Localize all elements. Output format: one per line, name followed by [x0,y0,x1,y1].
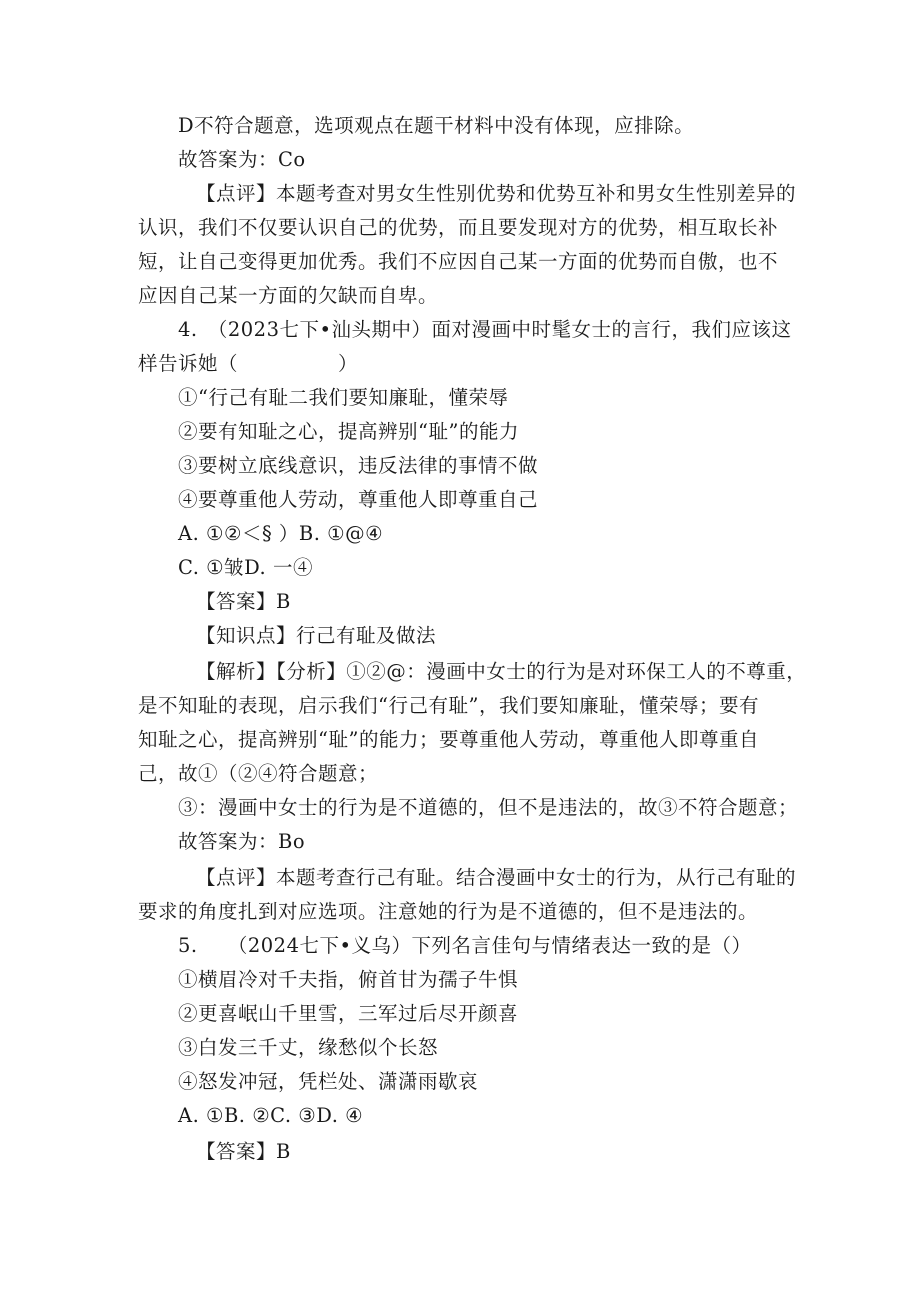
text-line: 知耻之心，提高辨别“耻”的能力；要尊重他人劳动，尊重他人即尊重自 [138,728,759,751]
choice-line: A. ①②＜§ ）B. ①@④ [178,522,384,545]
text-line: 要求的角度扎到对应选项。注意她的行为是不道德的，但不是违法的。 [138,900,759,923]
answer-line: 【答案】B [196,1140,291,1163]
text-line: 是不知耻的表现，启示我们“行己有耻”，我们要知廉耻，懂荣辱；要有 [138,694,759,717]
analysis-line: 【解析】【分析】①②@：漫画中女士的行为是对环保工人的不尊重， [196,660,807,683]
text-line: D不符合题意，选项观点在题干材料中没有体现，应排除。 [178,114,695,137]
text-line: 故答案为：Bo [178,830,306,853]
choice-line: C. ①皱D. 一④ [178,556,313,579]
option-line: ④要尊重他人劳动，尊重他人即尊重自己 [178,488,539,511]
text-line: 认识，我们不仅要认识自己的优势，而且要发现对方的优势，相互取长补 [138,216,779,239]
option-line: ②要有知耻之心，提高辨别“耻”的能力 [178,420,519,443]
option-line: ②更喜岷山千里雪，三军过后尽开颜喜 [178,1002,519,1025]
option-line: ③白发三千丈，缘愁似个长怒 [178,1036,439,1059]
option-line: ③要树立底线意识，违反法律的事情不做 [178,454,539,477]
option-line: ①横眉冷对千夫指，俯首甘为孺子牛惧 [178,968,519,991]
comment-line: 【点评】本题考查对男女生性别优势和优势互补和男女生性别差异的 [196,182,797,205]
text-line: 应因自己某一方面的欠缺而自卑。 [138,284,439,307]
choice-line: A. ①B. ②C. ③D. ④ [178,1104,364,1127]
text-line: 短，让自己变得更加优秀。我们不应因自己某一方面的优势而自傲，也不 [138,250,779,273]
question-line: 4. （2023七下•汕头期中）面对漫画中时髦女士的言行，我们应该这 [178,318,792,341]
option-line: ④怒发冲冠，凭栏处、潇潇雨歇哀 [178,1070,479,1093]
text-line: 己，故①（②④符合题意； [138,762,379,785]
option-line: ①“行己有耻二我们要知廉耻，懂荣辱 [178,386,509,409]
text-line: 故答案为：Co [178,148,306,171]
knowledge-line: 【知识点】行己有耻及做法 [196,624,437,647]
text-line: ③：漫画中女士的行为是不道德的，但不是违法的，故③不符合题意； [178,796,799,819]
question-line: 5. （2024七下•义乌）下列名言佳句与情绪表达一致的是（） [178,934,752,957]
comment-line: 【点评】本题考查行己有耻。结合漫画中女士的行为，从行己有耻的 [196,866,797,889]
question-line: 样告诉她（ ） [138,352,359,375]
answer-line: 【答案】B [196,590,291,613]
